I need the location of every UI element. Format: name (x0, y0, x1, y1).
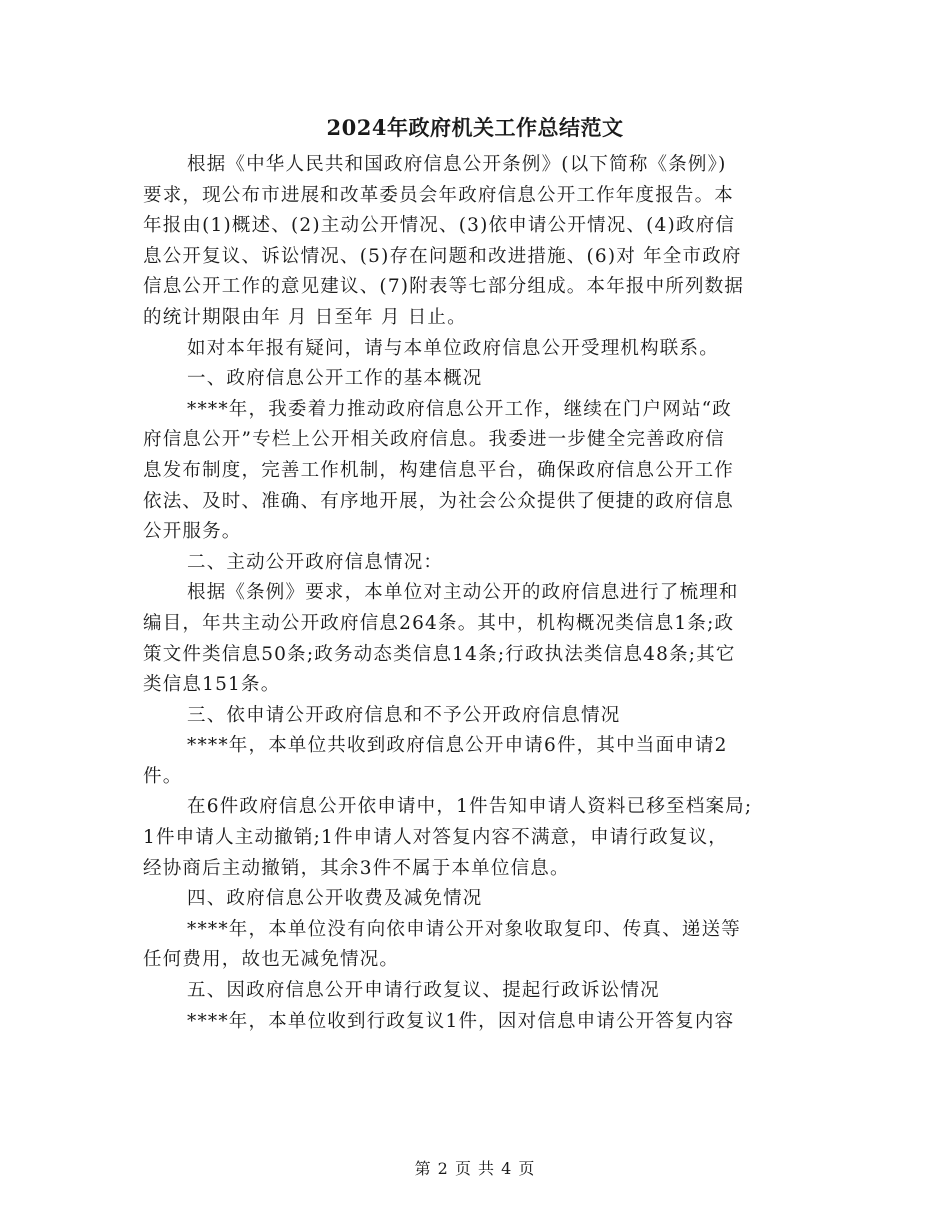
body-line: 如对本年报有疑问，请与本单位政府信息公开受理机构联系。 (187, 337, 719, 359)
body-line: 在6件政府信息公开依申请中，1件告知申请人资料已移至档案局; (187, 796, 753, 818)
body-line: 息发布制度，完善工作机制，构建信息平台，确保政府信息公开工作 (143, 459, 735, 481)
body-line: 五、因政府信息公开申请行政复议、提起行政诉讼情况 (187, 980, 660, 1002)
body-line: 公开服务。 (143, 521, 242, 543)
body-line: 类信息151条。 (143, 674, 281, 696)
body-line: 二、主动公开政府信息情况： (187, 551, 444, 573)
body-line: 年报由(1)概述、(2)主动公开情况、(3)依申请公开情况、(4)政府信 (143, 215, 736, 237)
body-line: 府信息公开”专栏上公开相关政府信息。我委进一步健全完善政府信 (143, 429, 725, 451)
body-line: 根据《中华人民共和国政府信息公开条例》(以下简称《条例》) (187, 154, 727, 175)
body-line: 任何费用，故也无减免情况。 (143, 949, 400, 971)
body-line: 策文件类信息50条;政务动态类信息14条;行政执法类信息48条;其它 (143, 643, 736, 665)
body-line: ****年，本单位没有向依申请公开对象收取复印、传真、递送等 (187, 918, 742, 940)
body-line: 四、政府信息公开收费及减免情况 (187, 888, 483, 910)
body-line: 信息公开工作的意见建议、(7)附表等七部分组成。本年报中所列数据 (143, 276, 745, 298)
body-line: 三、依申请公开政府信息和不予公开政府信息情况 (187, 704, 621, 726)
body-line: 经协商后主动撤销，其余3件不属于本单位信息。 (143, 857, 570, 879)
document-title: 2024年政府机关工作总结范文 (326, 115, 624, 140)
body-line: 一、政府信息公开工作的基本概况 (187, 368, 483, 390)
body-line: 要求，现公布市进展和改革委员会年政府信息公开工作年度报告。本 (143, 184, 735, 206)
body-line: 依法、及时、准确、有序地开展，为社会公众提供了便捷的政府信息 (143, 490, 735, 512)
body-line: 1件申请人主动撤销;1件申请人对答复内容不满意，申请行政复议， (143, 827, 728, 849)
body-line: ****年，本单位共收到政府信息公开申请6件，其中当面申请2 (187, 735, 728, 757)
body-line: 息公开复议、诉讼情况、(5)存在问题和改进措施、(6)对 年全市政府 (143, 245, 742, 267)
body-line: 件。 (143, 765, 183, 787)
body-line: 编目，年共主动公开政府信息264条。其中，机构概况类信息1条;政 (143, 612, 735, 634)
document-body (143, 150, 823, 1037)
page-number-footer: 第 2 页 共 4 页 (414, 1159, 536, 1178)
body-line: ****年，我委着力推动政府信息公开工作，继续在门户网站“政 (187, 398, 732, 420)
body-line: 的统计期限由年 月 日至年 月 日止。 (143, 306, 467, 328)
body-line: 根据《条例》要求，本单位对主动公开的政府信息进行了梳理和 (187, 582, 739, 604)
body-line: ****年，本单位收到行政复议1件，因对信息申请公开答复内容 (187, 1010, 735, 1032)
